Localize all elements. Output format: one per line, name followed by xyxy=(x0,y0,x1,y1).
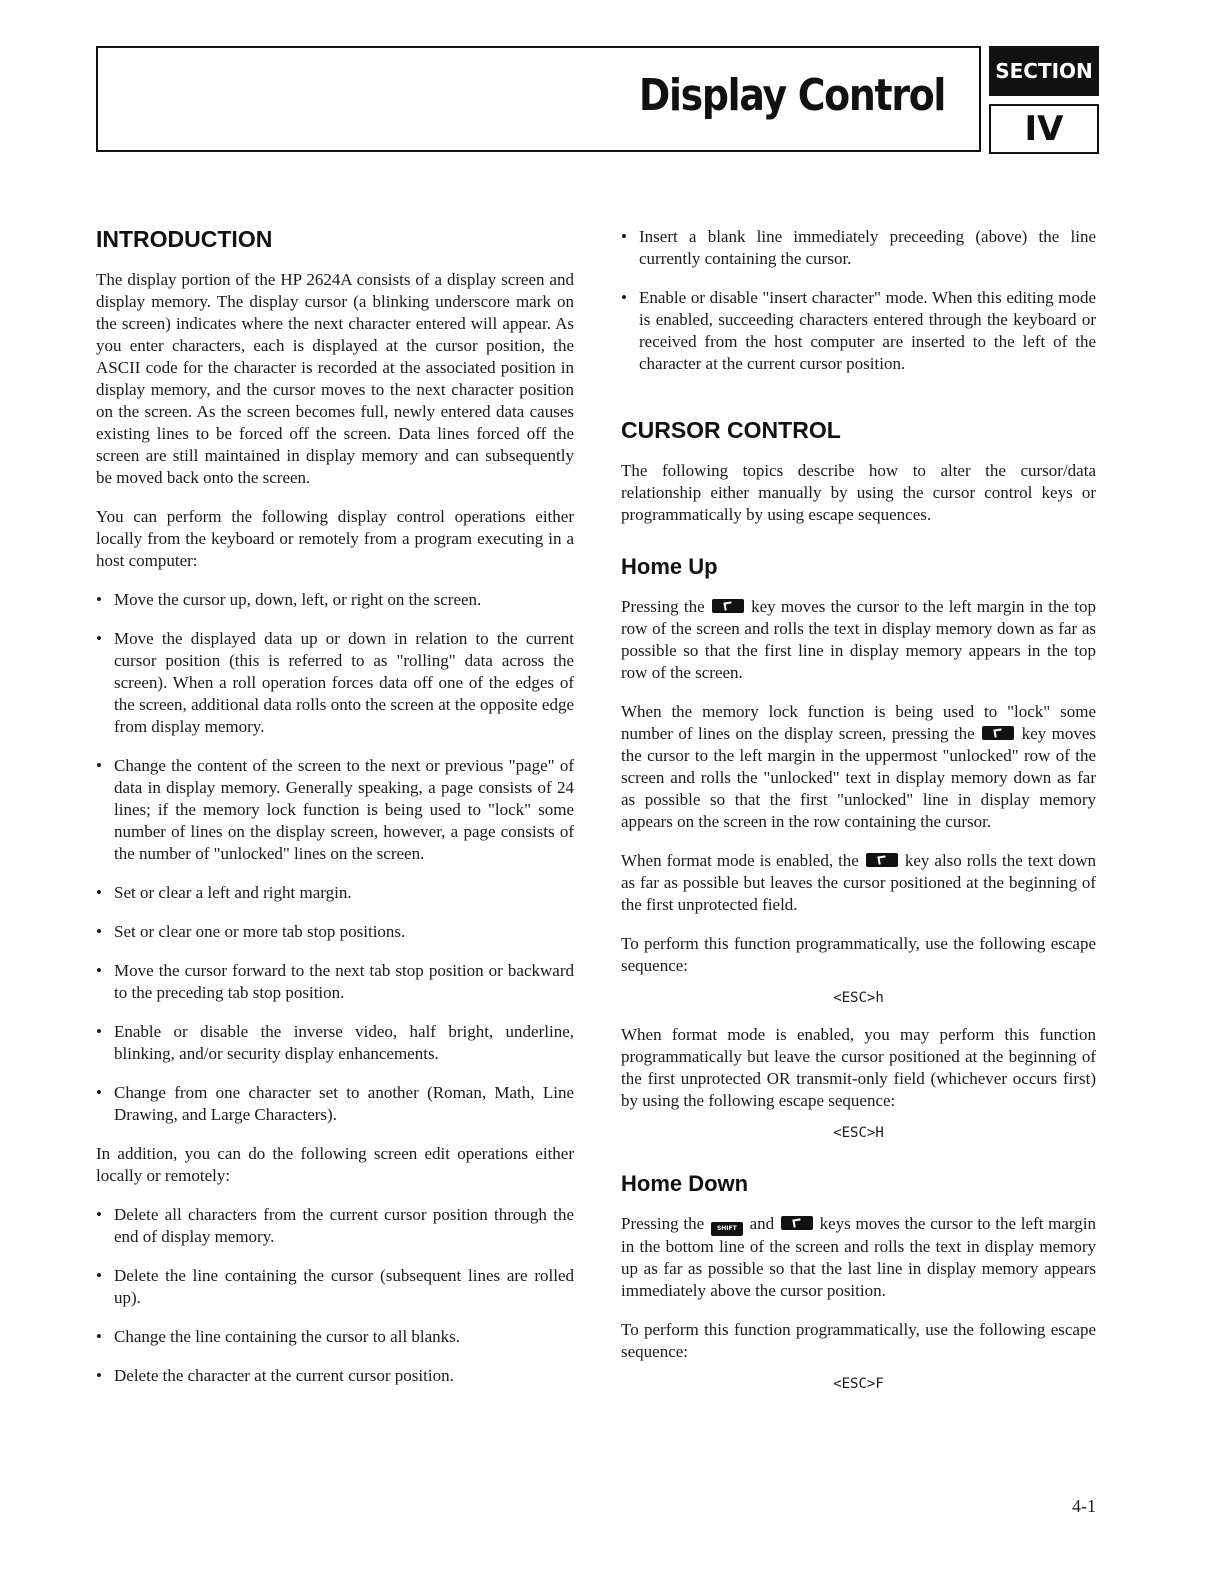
list-item: • Move the displayed data up or down in relation to the current cursor position (this is referred to as "rolling" data across the screen). When a roll operation forces data off one of the edges of the screen, additional data rolls onto the screen at the opposite edge from display memory. xyxy=(96,628,574,738)
home-up-paragraph-5: When format mode is enabled, you may perform this function programmatically but leave the cursor positioned at the beginning of the first unprotected OR transmit-only field (whichever occurs first) by using the following escape sequence: xyxy=(621,1025,1096,1110)
list-item: • Move the cursor forward to the next tab stop position or backward to the preceding tab stop position. xyxy=(96,960,574,1004)
intro-paragraph-1: The display portion of the HP 2624A consists of a display screen and display memory. The display cursor (a blinking underscore mark on the screen) indicates where the next character entered will appear. As you enter characters, each is displayed at the cursor position, the ASCII code for the character is recorded at the associated position in display memory, and the cursor moves to the next character position on the screen. As the screen becomes full, newly entered data causes existing lines to be forced off the screen. Data lines forced off the screen are still maintained in display memory and can subsequently be moved back onto the screen. xyxy=(96,270,574,487)
home-down-heading: Home Down xyxy=(621,1171,749,1196)
escape-sequence: <ESC>H xyxy=(833,1125,884,1141)
left-column xyxy=(96,226,574,1404)
page-number: 4-1 xyxy=(1072,1496,1096,1516)
shift-key-icon: SHIFT xyxy=(711,1222,743,1236)
section-number: IV xyxy=(989,104,1099,154)
list-item: • Set or clear one or more tab stop positions. xyxy=(96,921,574,943)
header-box xyxy=(96,46,981,152)
edit-operations-list xyxy=(96,1204,574,1387)
list-item: • Delete the line containing the cursor (subsequent lines are rolled up). xyxy=(96,1265,574,1309)
list-item: • Change the line containing the cursor to all blanks. xyxy=(96,1326,574,1348)
list-item: • Insert a blank line immediately preceeding (above) the line currently containing the cursor. xyxy=(621,226,1096,270)
list-item: • Enable or disable the inverse video, half bright, underline, blinking, and/or security display enhancements. xyxy=(96,1021,574,1065)
home-key-icon xyxy=(712,599,744,613)
home-up-heading: Home Up xyxy=(621,554,718,579)
intro-paragraph-2: You can perform the following display control operations either locally from the keyboard or remotely from a program executing in a host computer: xyxy=(96,507,574,570)
list-item: • Delete the character at the current cursor position. xyxy=(96,1365,574,1387)
edit-operations-list-continued xyxy=(621,226,1096,375)
home-key-icon xyxy=(781,1216,813,1230)
section-label: SECTION xyxy=(989,46,1099,96)
escape-sequence: <ESC>F xyxy=(833,1376,884,1392)
list-item: • Change the content of the screen to the next or previous "page" of data in display memory. Generally speaking, a page consists of 24 lines; if the memory lock function is being used to "lock" some number of lines on the display screen, however, a page consists of the number of "unlocked" lines on the screen. xyxy=(96,755,574,865)
list-item: • Enable or disable "insert character" mode. When this editing mode is enabled, succeeding characters entered through the keyboard or received from the host computer are inserted to the left of the character at the current cursor position. xyxy=(621,287,1096,375)
edit-intro-paragraph: In addition, you can do the following screen edit operations either locally or remotely: xyxy=(96,1144,574,1185)
home-up-paragraph-3: When format mode is enabled, the key also rolls the text down as far as possible but leaves the cursor positioned at the beginning of the first unprotected field. xyxy=(621,851,1097,914)
right-column xyxy=(621,226,1096,1410)
home-key-icon xyxy=(866,853,898,867)
cursor-control-paragraph: The following topics describe how to alter the cursor/data relationship either manually by using the cursor control keys or programmatically by using escape sequences. xyxy=(621,461,1096,524)
cursor-control-heading: CURSOR CONTROL xyxy=(621,417,841,443)
list-item: • Delete all characters from the current cursor position through the end of display memory. xyxy=(96,1204,574,1248)
home-up-paragraph-4: To perform this function programmatically, use the following escape sequence: xyxy=(621,934,1096,975)
home-key-icon xyxy=(982,726,1014,740)
page-title: Display Control xyxy=(638,70,945,121)
home-down-paragraph-2: To perform this function programmatically, use the following escape sequence: xyxy=(621,1320,1096,1361)
home-down-paragraph-1: Pressing the SHIFT and keys moves the cursor to the left margin in the bottom line of the screen and rolls the text in display memory up as far as possible so that the last line in display memory appears immediately above the cursor position. xyxy=(621,1214,1097,1300)
list-item: • Set or clear a left and right margin. xyxy=(96,882,574,904)
introduction-heading: INTRODUCTION xyxy=(96,226,273,252)
home-up-paragraph-2: When the memory lock function is being used to "lock" some number of lines on the display screen, pressing the key moves the cursor to the left margin in the uppermost "unlocked" row of the screen and rolls the "unlocked" text in display memory down as far as possible so that the first "unlocked" line in display memory appears on the screen in the row containing the cursor. xyxy=(621,702,1097,831)
home-up-paragraph-1: Pressing the key moves the cursor to the left margin in the top row of the screen and rolls the text in display memory down as far as possible so that the first line in display memory appears in the top row of the screen. xyxy=(621,597,1097,682)
list-item: • Change from one character set to another (Roman, Math, Line Drawing, and Large Characters). xyxy=(96,1082,574,1126)
list-item: • Move the cursor up, down, left, or right on the screen. xyxy=(96,589,574,611)
escape-sequence: <ESC>h xyxy=(833,990,884,1006)
display-operations-list xyxy=(96,589,574,1126)
